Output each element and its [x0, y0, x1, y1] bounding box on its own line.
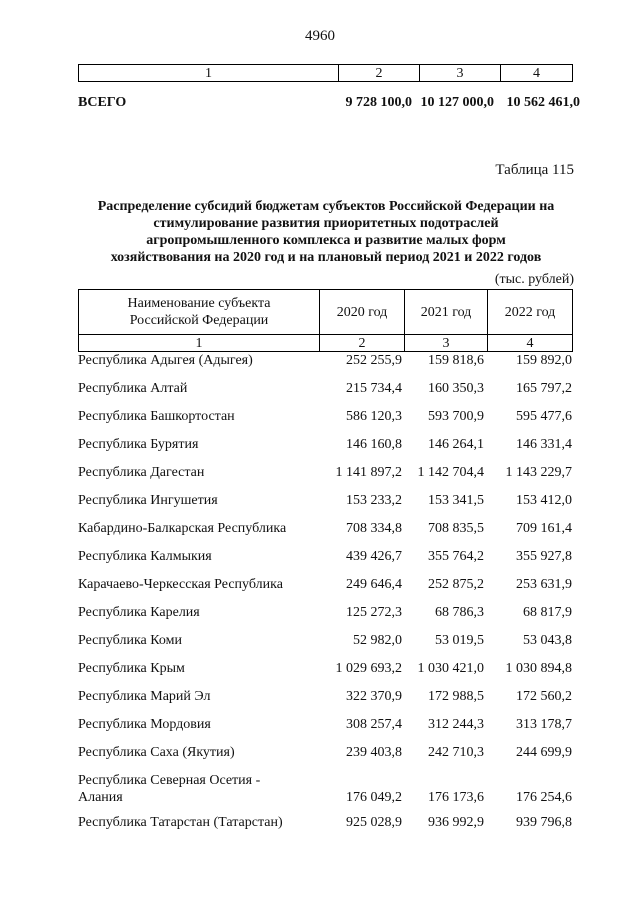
value-2022: 313 178,7	[516, 717, 572, 732]
value-2020: 1 029 693,2	[335, 661, 402, 676]
units-note: (тыс. рублей)	[494, 272, 574, 287]
value-2020: 1 141 897,2	[335, 465, 402, 480]
region-name: Республика Ингушетия	[78, 493, 218, 508]
value-2020: 176 049,2	[346, 790, 402, 805]
total-2022: 10 562 461,0	[506, 95, 580, 110]
value-2021: 153 341,5	[428, 493, 484, 508]
region-name: Республика Крым	[78, 661, 185, 676]
value-2022: 709 161,4	[516, 521, 572, 536]
table-row	[78, 352, 573, 380]
header-num-4: 4	[488, 335, 573, 352]
value-2021: 1 030 421,0	[417, 661, 484, 676]
value-2021: 355 764,2	[428, 549, 484, 564]
region-name: Кабардино-Балкарская Республика	[78, 521, 287, 536]
data-rows	[78, 352, 573, 842]
value-2021: 1 142 704,4	[417, 465, 484, 480]
region-name: Республика Калмыкия	[78, 549, 212, 564]
table-row	[78, 436, 573, 464]
region-name: Республика Алтай	[78, 381, 188, 396]
value-2021: 593 700,9	[428, 409, 484, 424]
table-row	[78, 772, 573, 814]
value-2020: 52 982,0	[353, 633, 402, 648]
value-2021: 242 710,3	[428, 745, 484, 760]
total-2021: 10 127 000,0	[420, 95, 494, 110]
value-2020: 215 734,4	[346, 381, 402, 396]
title-line: Распределение субсидий бюджетам субъектов Российской Федерации на	[97, 199, 555, 214]
table-row	[78, 660, 573, 688]
total-label: ВСЕГО	[78, 95, 127, 110]
header-num-1: 1	[79, 335, 320, 352]
value-2020: 249 646,4	[346, 577, 402, 592]
cont-col-4: 4	[501, 65, 573, 82]
continuation-header-table	[78, 64, 573, 82]
value-2020: 239 403,8	[346, 745, 402, 760]
value-2021: 936 992,9	[428, 815, 484, 830]
table-row	[78, 576, 573, 604]
header-2022: 2022 год	[488, 290, 573, 335]
table-row	[78, 688, 573, 716]
header-name-line1: Наименование субъекта	[127, 296, 271, 311]
table-row	[78, 492, 573, 520]
value-2020: 322 370,9	[346, 689, 402, 704]
value-2022: 53 043,8	[523, 633, 572, 648]
region-name: Республика Карелия	[78, 605, 200, 620]
value-2021: 708 835,5	[428, 521, 484, 536]
value-2022: 355 927,8	[516, 549, 572, 564]
region-name: Республика Мордовия	[78, 717, 211, 732]
header-name	[79, 290, 320, 335]
table-row	[78, 744, 573, 772]
value-2022: 165 797,2	[516, 381, 572, 396]
table-row	[78, 408, 573, 436]
cont-col-1: 1	[79, 65, 339, 82]
total-2020: 9 728 100,0	[345, 95, 412, 110]
value-2022: 253 631,9	[516, 577, 572, 592]
value-2020: 308 257,4	[346, 717, 402, 732]
region-name: Республика Саха (Якутия)	[78, 745, 235, 760]
value-2020: 439 426,7	[346, 549, 402, 564]
header-2021: 2021 год	[405, 290, 488, 335]
value-2022: 595 477,6	[516, 409, 572, 424]
value-2022: 176 254,6	[516, 790, 572, 805]
table-row	[78, 464, 573, 492]
value-2020: 925 028,9	[346, 815, 402, 830]
title-line: хозяйствования на 2020 год и на плановый период 2021 и 2022 годов	[110, 250, 542, 265]
table-row	[78, 632, 573, 660]
region-name: Республика Дагестан	[78, 465, 205, 480]
header-2020: 2020 год	[320, 290, 405, 335]
region-name: Республика Северная Осетия - Алания	[78, 773, 261, 805]
header-num-3: 3	[405, 335, 488, 352]
value-2020: 146 160,8	[346, 437, 402, 452]
title-line: стимулирование развития приоритетных подотраслей	[153, 216, 499, 231]
value-2021: 176 173,6	[428, 790, 484, 805]
value-2022: 244 699,9	[516, 745, 572, 760]
region-name: Республика Башкортостан	[78, 409, 235, 424]
value-2022: 939 796,8	[516, 815, 572, 830]
value-2022: 146 331,4	[516, 437, 572, 452]
value-2022: 1 030 894,8	[505, 661, 572, 676]
column-header-table	[78, 289, 573, 352]
table-row	[78, 604, 573, 632]
value-2022: 159 892,0	[516, 353, 572, 368]
value-2020: 708 334,8	[346, 521, 402, 536]
value-2021: 159 818,6	[428, 353, 484, 368]
table-title	[70, 198, 582, 266]
value-2020: 586 120,3	[346, 409, 402, 424]
value-2021: 160 350,3	[428, 381, 484, 396]
value-2021: 172 988,5	[428, 689, 484, 704]
value-2022: 68 817,9	[523, 605, 572, 620]
table-row	[78, 380, 573, 408]
value-2020: 153 233,2	[346, 493, 402, 508]
header-name-line2: Российской Федерации	[129, 313, 269, 328]
value-2022: 153 412,0	[516, 493, 572, 508]
region-name: Республика Бурятия	[78, 437, 199, 452]
page-number: 4960	[305, 28, 335, 44]
table-row	[78, 548, 573, 576]
region-name: Республика Марий Эл	[78, 689, 211, 704]
value-2021: 53 019,5	[435, 633, 484, 648]
table-number: Таблица 115	[495, 162, 574, 178]
header-num-2: 2	[320, 335, 405, 352]
region-name: Республика Адыгея (Адыгея)	[78, 353, 253, 368]
value-2021: 312 244,3	[428, 717, 484, 732]
table-row	[78, 520, 573, 548]
value-2022: 172 560,2	[516, 689, 572, 704]
value-2020: 252 255,9	[346, 353, 402, 368]
value-2021: 252 875,2	[428, 577, 484, 592]
value-2020: 125 272,3	[346, 605, 402, 620]
region-name: Республика Коми	[78, 633, 182, 648]
value-2021: 146 264,1	[428, 437, 484, 452]
value-2022: 1 143 229,7	[505, 465, 572, 480]
cont-col-3: 3	[420, 65, 501, 82]
table-row	[78, 716, 573, 744]
title-line: агропромышленного комплекса и развитие малых форм	[146, 233, 506, 248]
value-2021: 68 786,3	[435, 605, 484, 620]
cont-col-2: 2	[339, 65, 420, 82]
table-row	[78, 814, 573, 842]
region-name: Карачаево-Черкесская Республика	[78, 577, 283, 592]
region-name: Республика Татарстан (Татарстан)	[78, 815, 283, 830]
